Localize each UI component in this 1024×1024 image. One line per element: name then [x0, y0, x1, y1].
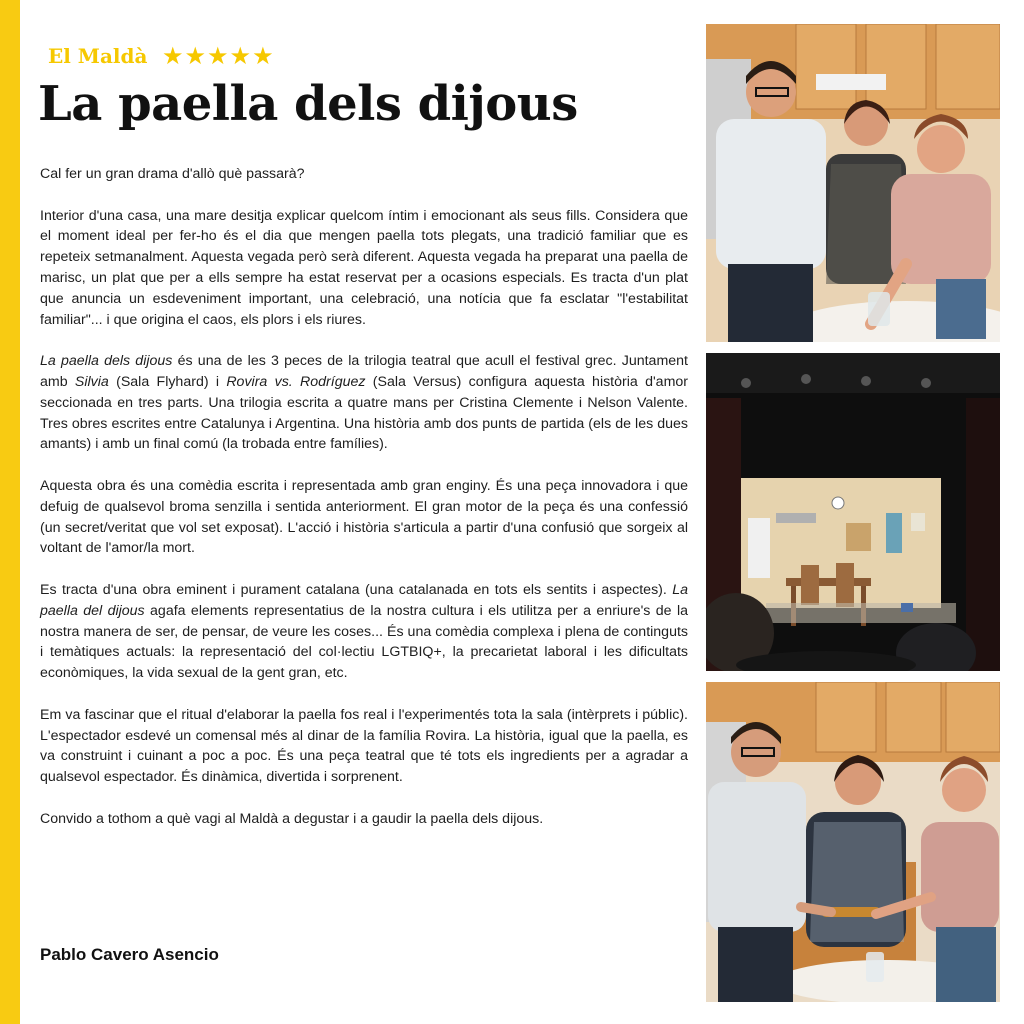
play-title: La paella dels dijous	[40, 353, 173, 370]
accent-bar	[0, 0, 20, 1024]
venue-name: El Maldà	[48, 44, 148, 68]
review-article	[40, 164, 688, 850]
paragraph-6: Em va fascinar que el ritual d'elaborar la paella fos real i l'experimentés tota la sala (intèrprets i públic). L'espectador esdevé un comensal més al dinar de la família Rovira. La història, igual que la paella, es va construint i cuinant a poc a poc. És una peça teatral que té tots els ingredients per a agradar a qualsevol espectador. És dinàmica, divertida i sorprenent.	[40, 706, 688, 786]
paragraph-2: Interior d'una casa, una mare desitja explicar quelcom íntim i emocionant als seus fills. Considera que el moment ideal per fer-ho és el dia que mengen paella tots plegats, una tradició familiar que es repeteix setmanalment. Aquesta vegada però serà diferent. Aquesta vegada ha preparat una paella de marisc, un plat que per a ells sempre ha estat reservat per a ocasions especials. Es tracta d'un plat que anuncia un esdeveniment important, una celebració, una notícia que fa esclatar "l'estabilitat familiar"... i que origina el caos, els plors i els riures.	[40, 207, 688, 328]
photo-stage-kitchen-set	[706, 353, 1000, 671]
photo-family-serving-paella	[706, 24, 1000, 342]
play-title-silvia: Silvia	[74, 373, 109, 390]
page-title: La paella dels dijous	[38, 76, 578, 132]
paragraph-5	[40, 580, 688, 684]
paragraph-3-text: és una de les 3 peces de la trilogia teatral que acull el festival grec. Juntament amb	[40, 353, 688, 390]
paragraph-5-text: Es tracta d'una obra eminent i purament catalana (una catalanada en tots els sentits i aspectes).	[40, 581, 673, 598]
play-title: La paella del dijous	[40, 581, 688, 619]
paragraph-1: Cal fer un gran drama d'allò què passarà?	[40, 166, 305, 182]
photo-actors-posing-kitchen	[706, 682, 1000, 1002]
paragraph-7: Convido a tothom a què vagi al Maldà a degustar i a gaudir la paella dels dijous.	[40, 810, 544, 827]
paragraph-3	[40, 351, 688, 455]
paragraph-3-text: (Sala Flyhard) i	[108, 373, 227, 390]
paragraph-5-text: agafa elements representatius de la nostra cultura i els utilitza per a enriure's de la nostra manera de ser, de pensar, de veure les coses... És una comèdia complexa i plena de continguts i temàtiques actuals: la representació del col·lectiu LGTBIQ+, la precarietat laboral i les dificultats econòmiques, la vida sexual de la gent gran, etc.	[40, 602, 688, 682]
author-name: Pablo Cavero Asencio	[40, 945, 219, 964]
paragraph-4: Aquesta obra és una comèdia escrita i representada amb gran enginy. És una peça innovadora i que defuig de qualsevol broma senzilla i sentida anteriorment. El gran motor de la peça és una confessió (un secret/veritat que vol set exposat). L'acció i història s'articula a partir d'una confusió que sorgeix al voltant de l'amor/la mort.	[40, 477, 688, 557]
play-title-rovira: Rovira vs. Rodríguez	[226, 373, 366, 390]
star-rating: ★★★★★	[162, 43, 275, 70]
paragraph-3-text: (Sala Versus) configura aquesta història d'amor seccionada en tres parts. Una trilogia escrita a quatre mans per Cristina Clemente i Nelson Valente. Tres obres escrites entre Catalunya i Argentina. Una història amb dos punts de partida (els de les dues amants) i amb un final comú (la trobada entre famílies).	[40, 373, 689, 453]
